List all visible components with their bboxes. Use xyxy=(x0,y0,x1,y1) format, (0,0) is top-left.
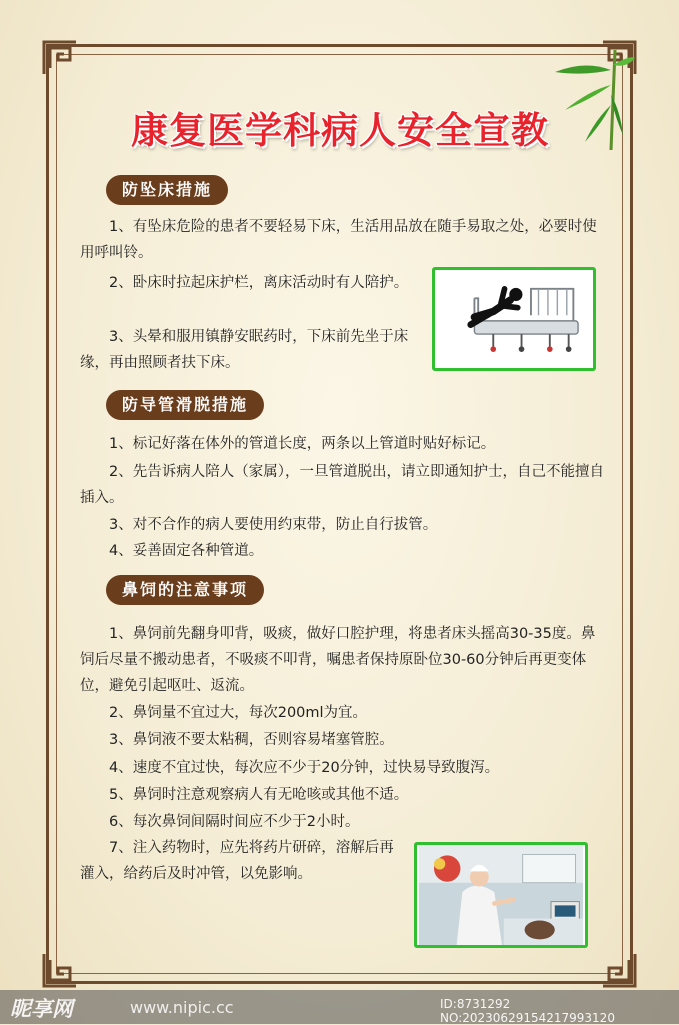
bed-fall-warning-icon xyxy=(432,267,596,371)
watermark-url: www.nipic.cc xyxy=(130,998,234,1017)
fall-item-2: 2、卧床时拉起床护栏，离床活动时有人陪护。 xyxy=(109,275,409,291)
feeding-item-4: 4、速度不宜过快，每次应不少于20分钟，过快易导致腹泻。 xyxy=(109,760,500,776)
feeding-item-7: 7、注入药物时，应先将药片研碎，溶解后再灌入，给药后及时冲管，以免影响。 xyxy=(80,840,394,882)
section-heading-tube-slip-prevention: 防导管滑脱措施 xyxy=(106,390,264,420)
tube-item-1: 1、标记好落在体外的管道长度，两条以上管道时贴好标记。 xyxy=(109,436,496,452)
tube-item-4: 4、妥善固定各种管道。 xyxy=(109,543,264,559)
watermark-id: ID:8731292 NO:20230629154217993120 xyxy=(440,997,615,1025)
corner-ornament-top-left xyxy=(40,38,80,78)
watermark-logo: 昵享网 xyxy=(10,997,73,1021)
feeding-item-1: 1、鼻饲前先翻身叩背，吸痰，做好口腔护理，将患者床头摇高30-35度。鼻饲后尽量不搬动患者，不吸痰不叩背，嘱患者保持原卧位30-60分钟后再更变体位，避免引起呕吐、返流。 xyxy=(80,626,596,694)
section-heading-nasal-feeding: 鼻饲的注意事项 xyxy=(106,575,264,605)
tube-item-3: 3、对不合作的病人要使用约束带，防止自行拔管。 xyxy=(109,517,438,533)
feeding-item-5: 5、鼻饲时注意观察病人有无呛咳或其他不适。 xyxy=(109,787,409,803)
page-title: 康复医学科病人安全宣教 xyxy=(131,108,549,152)
tube-item-2: 2、先告诉病人陪人（家属），一旦管道脱出，请立即通知护士，自己不能擅自插入。 xyxy=(80,464,604,506)
corner-ornament-bottom-left xyxy=(40,950,80,990)
fall-item-3: 3、头晕和服用镇静安眠药时，下床前先坐于床缘，再由照顾者扶下床。 xyxy=(80,329,409,371)
section-heading-fall-prevention: 防坠床措施 xyxy=(106,175,228,205)
feeding-item-2: 2、鼻饲量不宜过大，每次200ml为宜。 xyxy=(109,705,368,721)
nurse-feeding-patient-photo xyxy=(414,842,588,948)
feeding-item-3: 3、鼻饲液不要太粘稠，否则容易堵塞管腔。 xyxy=(109,732,394,748)
feeding-item-6: 6、每次鼻饲间隔时间应不少于2小时。 xyxy=(109,814,360,830)
fall-item-1: 1、有坠床危险的患者不要轻易下床，生活用品放在随手易取之处，必要时使用呼叫铃。 xyxy=(80,219,597,261)
corner-ornament-bottom-right xyxy=(599,950,639,990)
